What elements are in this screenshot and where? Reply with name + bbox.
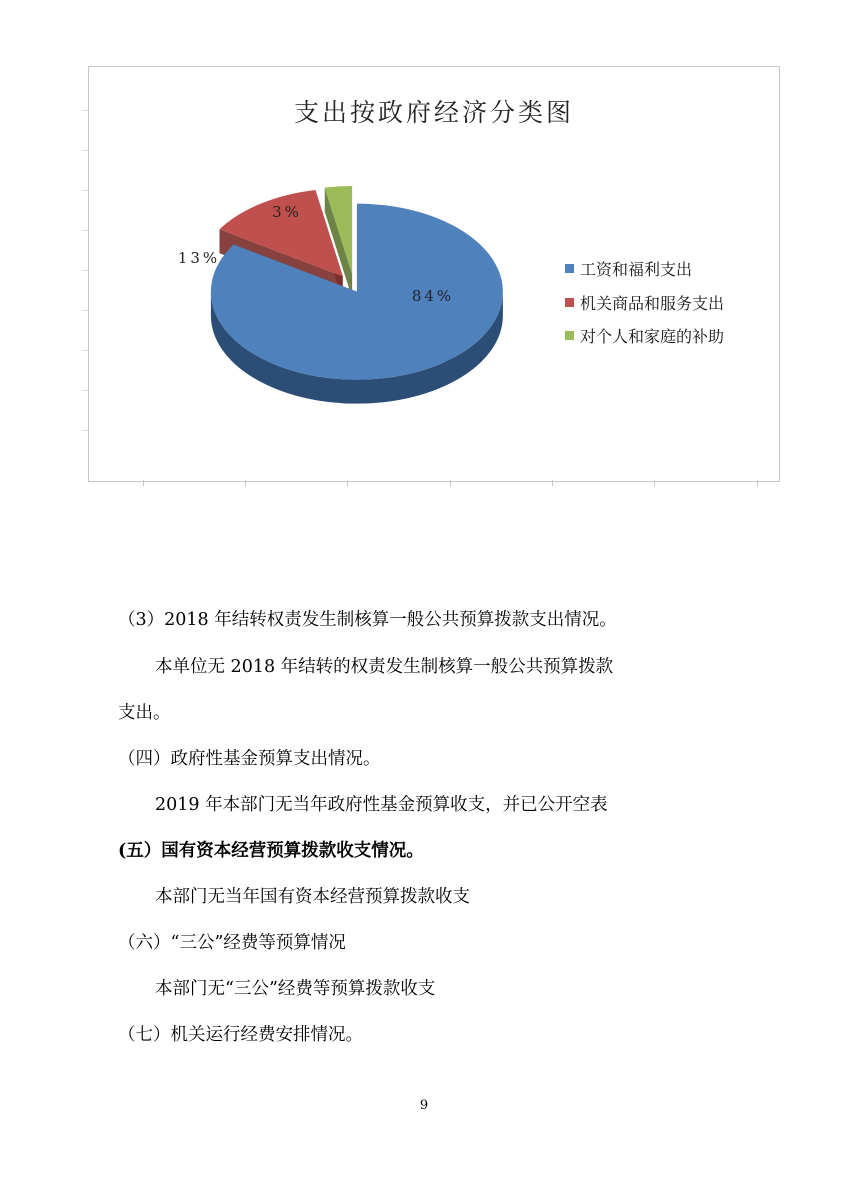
paragraph-2018-carryover-heading: （3）2018 年结转权责发生制核算一般公共预算拨款支出情况。: [118, 610, 617, 630]
legend-swatch-wages: [565, 264, 574, 273]
legend-label-wages: 工资和福利支出: [580, 260, 693, 279]
heading-government-fund: （四）政府性基金预算支出情况。: [118, 749, 381, 769]
heading-three-public: （六）“三公”经费等预算情况: [118, 933, 346, 953]
frame-tick: [82, 230, 88, 231]
frame-tick: [654, 480, 655, 486]
frame-tick: [143, 480, 144, 486]
page-number: 9: [419, 1098, 429, 1113]
frame-tick: [82, 270, 88, 271]
frame-tick: [82, 350, 88, 351]
paragraph-three-public: 本部门无“三公”经费等预算拨款收支: [155, 979, 436, 999]
heading-operating-funds: （七）机关运行经费安排情况。: [118, 1025, 363, 1045]
frame-tick: [82, 110, 88, 111]
frame-tick: [552, 480, 553, 486]
paragraph-state-capital: 本部门无当年国有资本经营预算拨款收支: [155, 887, 470, 907]
data-label-wages: 84%: [411, 287, 455, 305]
pie-chart: [88, 66, 780, 482]
frame-tick: [245, 480, 246, 486]
chart-title: 支出按政府经济分类图: [293, 98, 574, 127]
frame-tick: [82, 430, 88, 431]
legend-label-subsidies: 对个人和家庭的补助: [580, 327, 725, 346]
legend-item-services: [565, 291, 724, 314]
frame-tick: [450, 480, 451, 486]
legend-item-wages: [565, 257, 692, 280]
data-label-subsidies: 3%: [272, 203, 302, 221]
data-label-services: 13%: [177, 249, 221, 267]
legend-label-services: 机关商品和服务支出: [580, 294, 725, 313]
frame-tick: [82, 150, 88, 151]
pie-layer: [178, 186, 503, 404]
frame-tick: [82, 390, 88, 391]
frame-tick: [347, 480, 348, 486]
legend-item-subsidies: [565, 324, 724, 347]
legend-swatch-subsidies: [565, 331, 574, 340]
legend-swatch-services: [565, 298, 574, 307]
heading-state-capital: (五）国有资本经营预算拨款收支情况。: [118, 841, 424, 861]
paragraph-government-fund: 2019 年本部门无当年政府性基金预算收支，并已公开空表: [155, 795, 608, 815]
frame-tick: [82, 310, 88, 311]
paragraph-2018-carryover-body-cont: 支出。: [118, 703, 171, 723]
paragraph-2018-carryover-body: 本单位无 2018 年结转的权责发生制核算一般公共预算拨款: [155, 657, 614, 677]
frame-tick: [82, 190, 88, 191]
frame-tick: [757, 480, 758, 486]
